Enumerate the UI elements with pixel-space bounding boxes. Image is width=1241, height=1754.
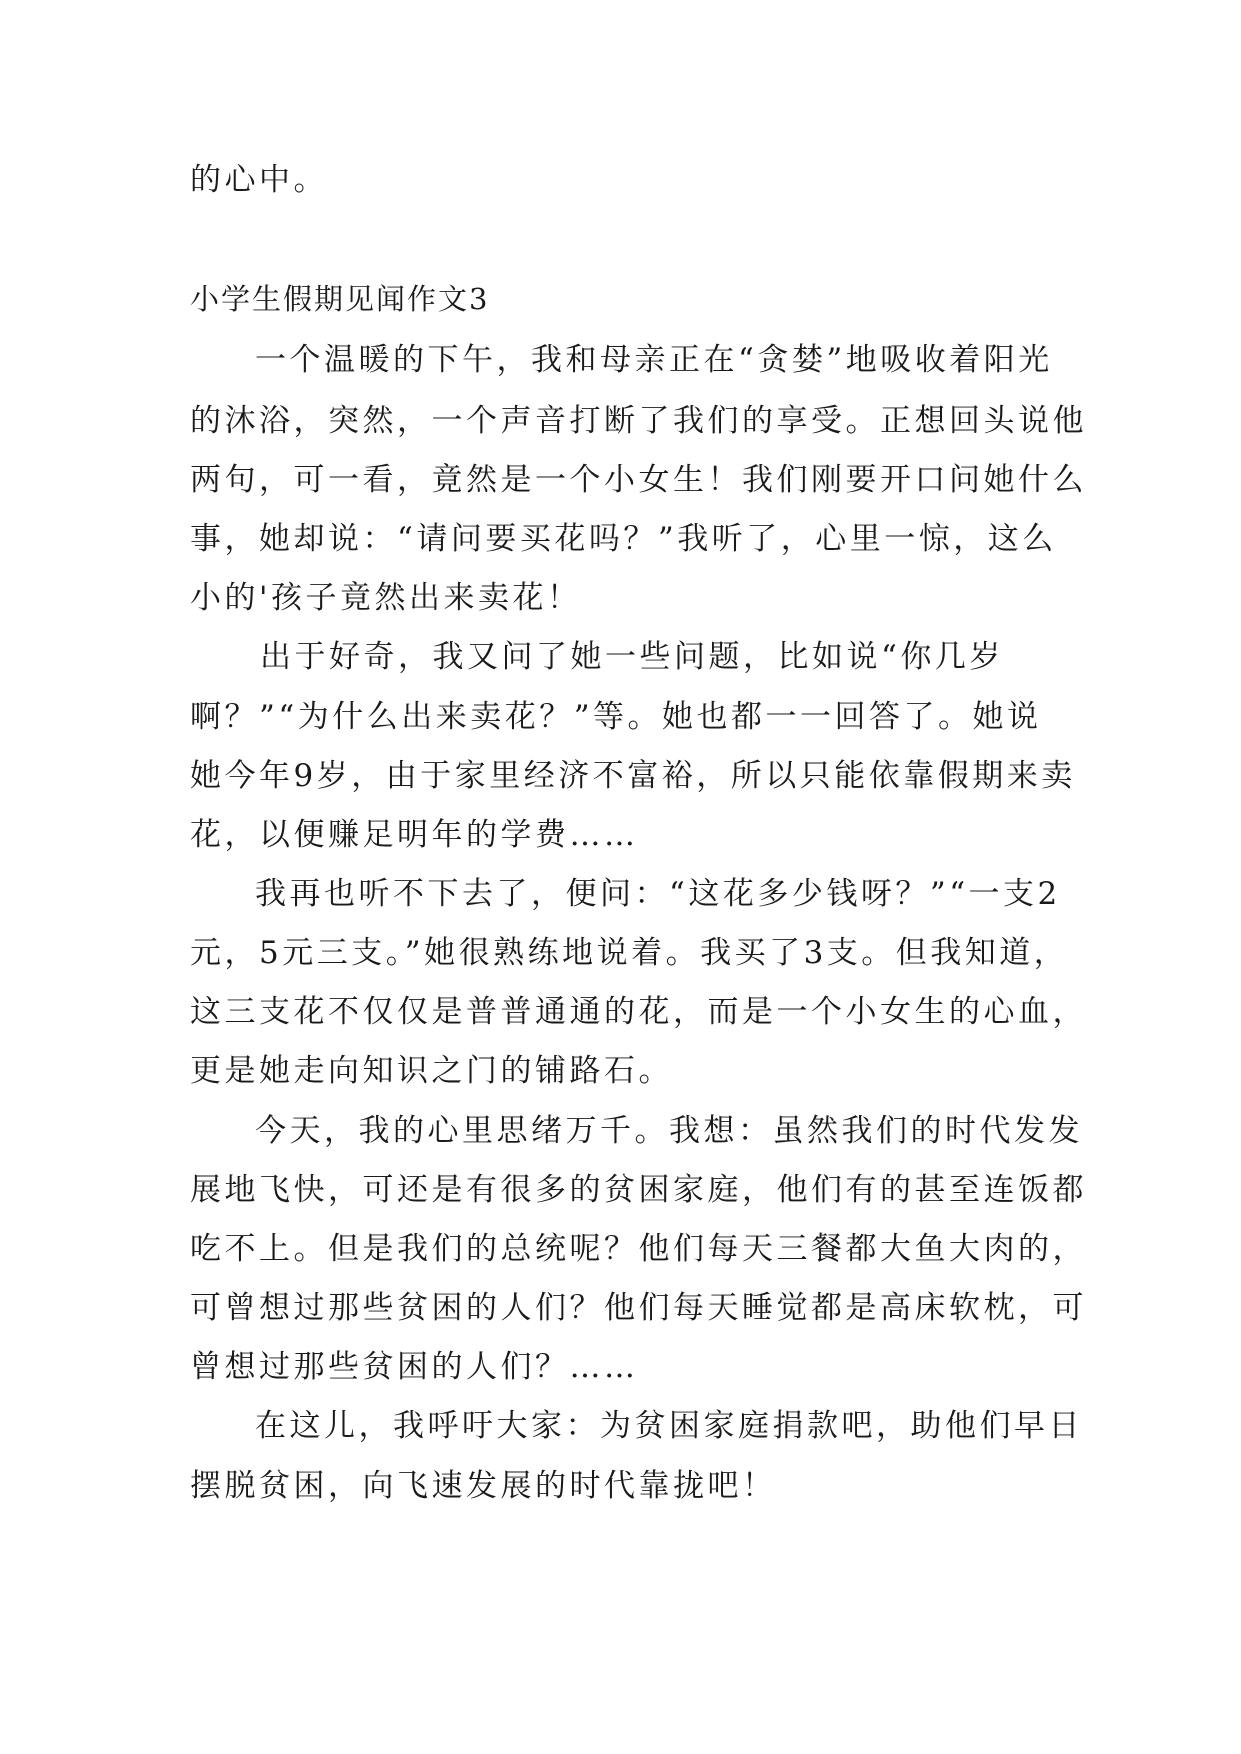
text-line: 摆脱贫困，向飞速发展的时代靠拢吧！ bbox=[190, 1468, 777, 1504]
text-line: 这三支花不仅仅是普普通通的花，而是一个小女生的心血， bbox=[190, 994, 1087, 1030]
text-line: 在这儿，我呼吁大家：为贫困家庭捐款吧，助他们早日 bbox=[255, 1408, 1083, 1444]
text-line: 曾想过那些贫困的人们？…… bbox=[190, 1349, 639, 1385]
text-line: 更是她走向知识之门的铺路石。 bbox=[190, 1053, 673, 1089]
text-line: 小的'孩子竟然出来卖花！ bbox=[190, 580, 582, 616]
text-line: 啊？”“为什么出来卖花？”等。她也都一一回答了。她说 bbox=[190, 699, 1042, 735]
text-line: 展地飞快，可还是有很多的贫困家庭，他们有的甚至连饭都 bbox=[190, 1172, 1087, 1208]
text-line: 元，5元三支。”她很熟练地说着。我买了3支。但我知道， bbox=[190, 935, 1069, 971]
text-line: 吃不上。但是我们的总统呢？他们每天三餐都大鱼大肉的， bbox=[190, 1231, 1087, 1267]
text-line: 的沐浴，突然，一个声音打断了我们的享受。正想回头说他 bbox=[190, 403, 1087, 439]
text-line: 一个温暖的下午，我和母亲正在“贪婪”地吸收着阳光 bbox=[255, 342, 1053, 378]
text-line: 花，以便赚足明年的学费…… bbox=[190, 817, 639, 853]
text-line: 出于好奇，我又问了她一些问题，比如说“你几岁 bbox=[260, 639, 1004, 675]
text-line: 的心中。 bbox=[190, 162, 328, 198]
text-line: 她今年9岁，由于家里经济不富裕，所以只能依靠假期来卖 bbox=[190, 758, 1076, 794]
text-line: 今天，我的心里思绪万千。我想：虽然我们的时代发发 bbox=[255, 1113, 1083, 1149]
text-line: 我再也听不下去了，便问：“这花多少钱呀？”“一支2 bbox=[255, 876, 1061, 912]
text-line: 可曾想过那些贫困的人们？他们每天睡觉都是高床软枕，可 bbox=[190, 1290, 1087, 1326]
section-title: 小学生假期见闻作文3 bbox=[190, 282, 490, 316]
text-line: 事，她却说：“请问要买花吗？”我听了，心里一惊，这么 bbox=[190, 521, 1057, 557]
text-line: 两句，可一看，竟然是一个小女生！我们刚要开口问她什么 bbox=[190, 462, 1087, 498]
